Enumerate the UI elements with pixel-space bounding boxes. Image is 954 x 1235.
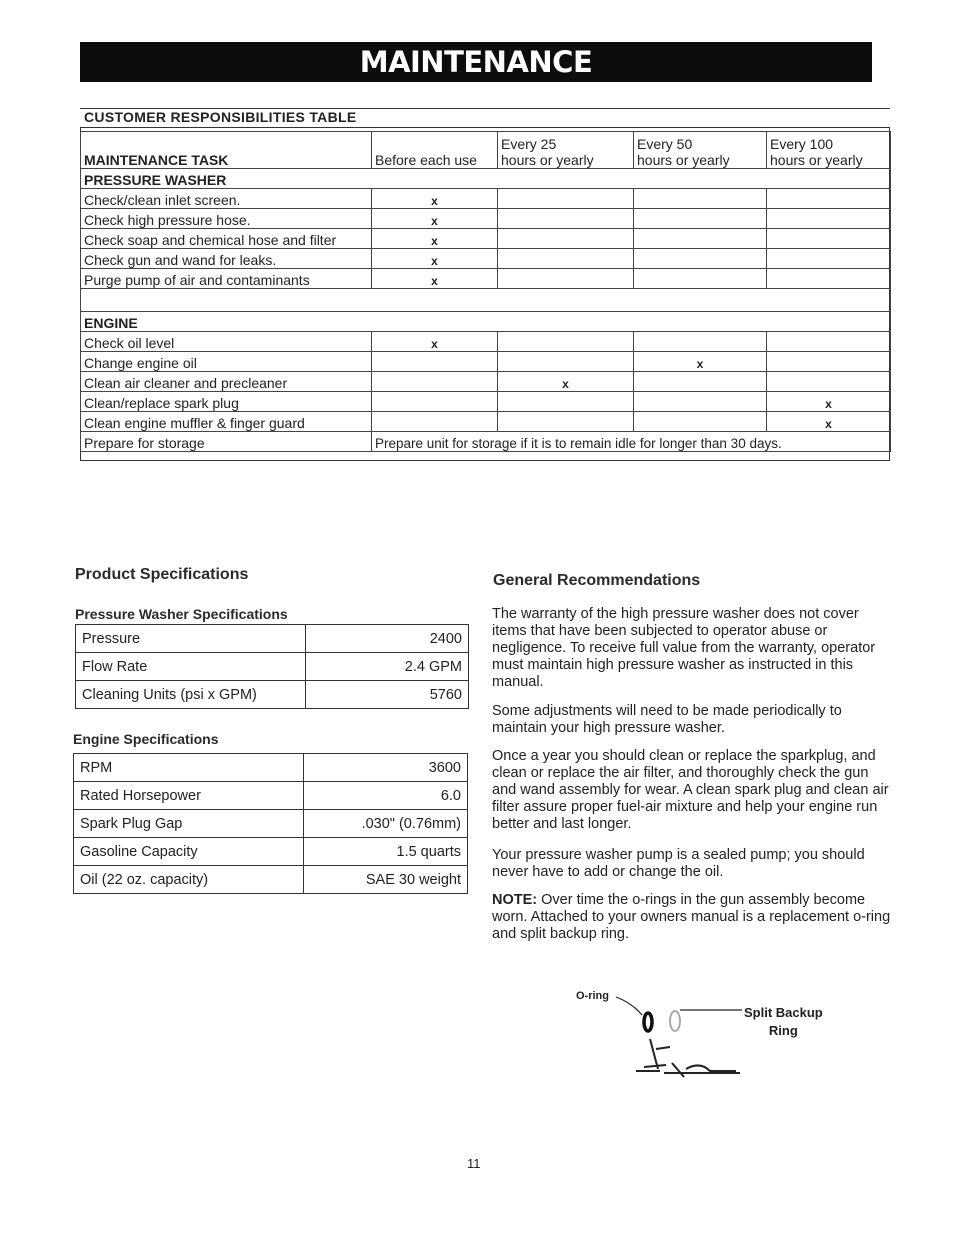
responsibilities-title: CUSTOMER RESPONSIBILITIES TABLE [84, 109, 357, 125]
interval-mark [372, 352, 498, 372]
spec-label: Spark Plug Gap [74, 810, 304, 838]
split-ring-icon [670, 1011, 680, 1031]
responsibilities-table [80, 131, 891, 452]
section-row-engine [81, 312, 891, 332]
interval-mark [767, 189, 891, 209]
interval-mark [767, 229, 891, 249]
spec-row [76, 625, 469, 653]
spec-row [74, 866, 468, 894]
table-row [81, 269, 891, 289]
interval-mark [634, 269, 767, 289]
table-row [81, 249, 891, 269]
paragraph-warranty: The warranty of the high pressure washer does not cover items that have been subjected to operator abuse or negligence. To receive full value from the warranty, operator must maintain high pressure washer as instructed in this manual. [492, 606, 876, 690]
spec-label: Gasoline Capacity [74, 838, 304, 866]
interval-mark [498, 269, 634, 289]
oring-icon [644, 1013, 652, 1031]
interval-mark: x [372, 229, 498, 249]
spec-row [74, 810, 468, 838]
oring-diagram [560, 985, 850, 1085]
interval-mark [372, 372, 498, 392]
spec-row [74, 754, 468, 782]
spec-value: 5760 [306, 681, 469, 709]
spec-value: .030" (0.76mm) [304, 810, 468, 838]
table-row [81, 332, 891, 352]
task-cell: Check high pressure hose. [81, 209, 372, 229]
spec-value: 6.0 [304, 782, 468, 810]
interval-mark [498, 209, 634, 229]
interval-mark [372, 392, 498, 412]
spec-value: SAE 30 weight [304, 866, 468, 894]
spec-label: Cleaning Units (psi x GPM) [76, 681, 306, 709]
pressure-specs-heading: Pressure Washer Specifications [75, 606, 288, 622]
spec-label: RPM [74, 754, 304, 782]
header-maintenance-task: MAINTENANCE TASK [81, 132, 372, 169]
task-cell: Check soap and chemical hose and filter [81, 229, 372, 249]
task-cell: Purge pump of air and contaminants [81, 269, 372, 289]
spec-label: Oil (22 oz. capacity) [74, 866, 304, 894]
section-gap [81, 289, 891, 312]
task-cell: Check oil level [81, 332, 372, 352]
note-text: Over time the o-rings in the gun assembly become worn. Attached to your owners manual is a replacement o-ring and split backup ring. [492, 892, 891, 942]
interval-mark [767, 209, 891, 229]
engine-specs-table [73, 753, 468, 894]
interval-mark: x [634, 352, 767, 372]
interval-mark [634, 189, 767, 209]
task-cell: Check gun and wand for leaks. [81, 249, 372, 269]
interval-mark [767, 249, 891, 269]
spec-value: 3600 [304, 754, 468, 782]
table-row [81, 189, 891, 209]
spec-row [74, 838, 468, 866]
header-before-each-use: Before each use [372, 132, 498, 169]
task-cell: Clean/replace spark plug [81, 392, 372, 412]
spec-label: Flow Rate [76, 653, 306, 681]
interval-mark: x [372, 332, 498, 352]
gun-assembly-sketch [636, 1039, 740, 1077]
spec-row [74, 782, 468, 810]
pressure-specs-table [75, 624, 469, 709]
maintenance-banner [80, 42, 872, 82]
interval-mark: x [372, 269, 498, 289]
table-row [81, 372, 891, 392]
interval-mark [767, 269, 891, 289]
paragraph-adjustments: Some adjustments will need to be made periodically to maintain your high pressure washer. [492, 703, 842, 736]
task-cell: Prepare for storage [81, 432, 372, 452]
interval-mark [498, 352, 634, 372]
spec-label: Rated Horsepower [74, 782, 304, 810]
interval-mark [634, 209, 767, 229]
interval-mark: x [767, 392, 891, 412]
table-row [81, 209, 891, 229]
engine-rows [81, 332, 891, 432]
interval-mark: x [372, 189, 498, 209]
interval-mark [498, 332, 634, 352]
interval-mark [634, 332, 767, 352]
table-header-row [81, 132, 891, 169]
spec-value: 2.4 GPM [306, 653, 469, 681]
section-label: ENGINE [81, 312, 891, 332]
interval-mark [498, 249, 634, 269]
interval-mark [498, 412, 634, 432]
interval-mark: x [767, 412, 891, 432]
task-cell: Change engine oil [81, 352, 372, 372]
interval-mark [498, 189, 634, 209]
section-row-pressure-washer [81, 169, 891, 189]
interval-mark [634, 372, 767, 392]
task-cell: Check/clean inlet screen. [81, 189, 372, 209]
header-every-50: Every 50 hours or yearly [634, 132, 767, 169]
engine-specs-heading: Engine Specifications [73, 731, 219, 747]
general-recommendations-heading: General Recommendations [493, 572, 701, 589]
product-specs-heading: Product Specifications [75, 566, 249, 583]
table-row [81, 392, 891, 412]
interval-mark [767, 332, 891, 352]
table-row-storage [81, 432, 891, 452]
interval-mark [634, 249, 767, 269]
table-row [81, 352, 891, 372]
spec-row [76, 653, 469, 681]
table-row [81, 229, 891, 249]
interval-mark [634, 412, 767, 432]
interval-mark [767, 372, 891, 392]
paragraph-sealed-pump: Your pressure washer pump is a sealed pump; you should never have to add or change the oil. [492, 847, 865, 880]
paragraph-yearly-service: Once a year you should clean or replace the sparkplug, and clean or replace the air filter, and thoroughly check the gun and wand assembly for wear. A clean spark plug and clean air filter assure proper fuel-air mixture and help your engine run better and last longer. [492, 748, 889, 832]
interval-mark: x [498, 372, 634, 392]
interval-mark [634, 229, 767, 249]
section-label: PRESSURE WASHER [81, 169, 891, 189]
spec-label: Pressure [76, 625, 306, 653]
paragraph-note [492, 892, 892, 943]
task-cell: Clean engine muffler & finger guard [81, 412, 372, 432]
spec-value: 2400 [306, 625, 469, 653]
header-every-100: Every 100 hours or yearly [767, 132, 891, 169]
task-cell: Clean air cleaner and precleaner [81, 372, 372, 392]
spec-row [76, 681, 469, 709]
storage-note: Prepare unit for storage if it is to remain idle for longer than 30 days. [372, 432, 891, 452]
banner-title: MAINTENANCE [359, 45, 593, 79]
split-backup-ring-label: Split Backup Ring [744, 1005, 823, 1038]
pressure-washer-rows [81, 189, 891, 289]
page-number: 11 [467, 1156, 481, 1171]
interval-mark [498, 392, 634, 412]
spec-value: 1.5 quarts [304, 838, 468, 866]
interval-mark [498, 229, 634, 249]
interval-mark [634, 392, 767, 412]
interval-mark: x [372, 209, 498, 229]
oring-label: O-ring [576, 990, 609, 1002]
header-every-25: Every 25 hours or yearly [498, 132, 634, 169]
note-label: NOTE: [492, 892, 538, 908]
interval-mark [767, 352, 891, 372]
interval-mark: x [372, 249, 498, 269]
interval-mark [372, 412, 498, 432]
table-row [81, 412, 891, 432]
